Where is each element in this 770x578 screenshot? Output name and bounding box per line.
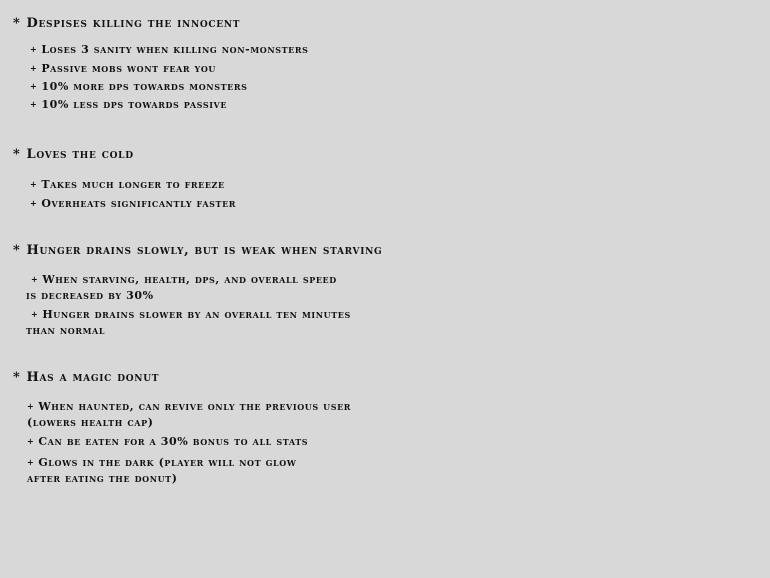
list-item	[30, 196, 236, 212]
star-marker: *	[13, 243, 21, 258]
list-item	[27, 455, 296, 486]
bullet-marker: +	[30, 44, 38, 54]
bullet-marker: +	[30, 63, 38, 73]
bullet-marker: +	[27, 457, 35, 467]
list-item	[27, 434, 308, 450]
section-heading-despises-killing	[13, 16, 240, 32]
item-text-continued: than normal	[26, 324, 106, 337]
section-heading-hunger	[13, 243, 382, 259]
star-marker: *	[13, 16, 21, 31]
star-marker: *	[13, 147, 21, 162]
bullet-marker: +	[31, 274, 39, 284]
list-item	[30, 42, 309, 58]
item-text-continued: (lowers health cap)	[27, 416, 154, 429]
list-item	[30, 61, 216, 77]
bullet-marker: +	[30, 81, 38, 91]
list-item	[27, 399, 351, 430]
item-text: Hunger drains slower by an overall ten minutes	[42, 308, 351, 321]
section-heading-loves-cold	[13, 147, 134, 163]
heading-text: Has a magic donut	[26, 370, 160, 385]
star-marker: *	[13, 370, 21, 385]
list-item	[26, 307, 351, 338]
list-item	[30, 97, 227, 113]
list-item	[26, 272, 337, 303]
item-text: Glows in the dark (player will not glow	[38, 456, 297, 469]
item-text: When starving, health, dps, and overall speed	[42, 273, 337, 286]
item-text: Takes much longer to freeze	[41, 178, 225, 191]
bullet-marker: +	[30, 179, 38, 189]
heading-text: Despises killing the innocent	[26, 16, 241, 31]
section-heading-magic-donut	[13, 370, 159, 386]
bullet-marker: +	[27, 436, 35, 446]
item-text: When haunted, can revive only the previous user	[38, 400, 352, 413]
heading-text: Hunger drains slowly, but is weak when starving	[26, 243, 383, 258]
item-text: Can be eaten for a 30% bonus to all stats	[38, 435, 309, 448]
item-text: 10% more dps towards monsters	[41, 80, 248, 93]
list-item	[30, 177, 225, 193]
bullet-marker: +	[27, 401, 35, 411]
list-item	[30, 79, 247, 95]
item-text: Loses 3 sanity when killing non-monsters	[41, 43, 309, 56]
heading-text: Loves the cold	[26, 147, 134, 162]
item-text: Passive mobs wont fear you	[41, 62, 217, 75]
item-text: 10% less dps towards passive	[41, 98, 228, 111]
item-text-continued: after eating the donut)	[27, 472, 178, 485]
bullet-marker: +	[30, 99, 38, 109]
item-text-continued: is decreased by 30%	[26, 289, 154, 302]
bullet-marker: +	[30, 198, 38, 208]
bullet-marker: +	[31, 309, 39, 319]
item-text: Overheats significantly faster	[41, 197, 237, 210]
